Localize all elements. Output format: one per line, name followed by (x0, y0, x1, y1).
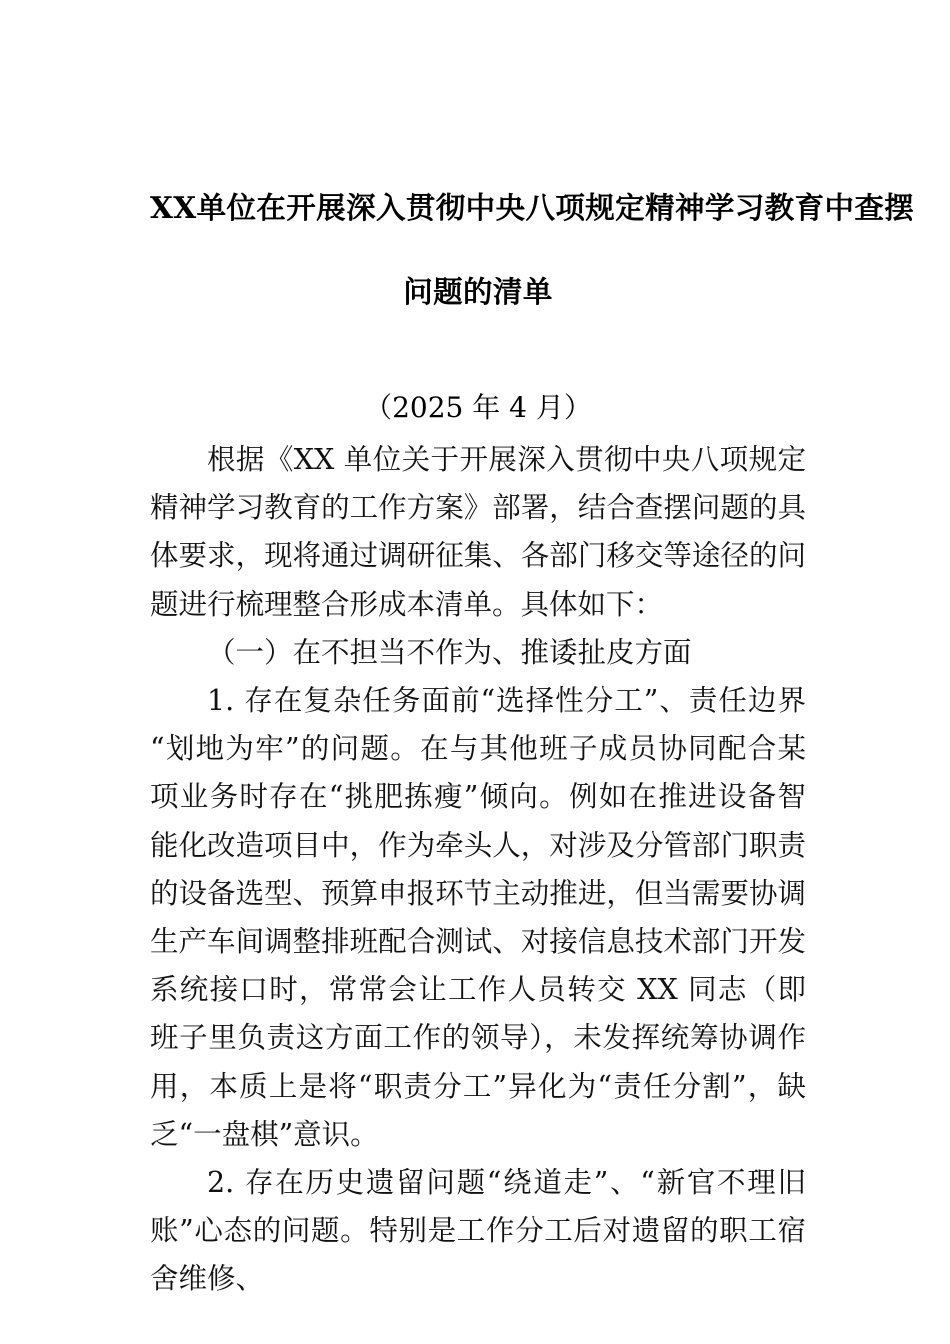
paragraph-section-1-heading: （一）在不担当不作为、推诿扯皮方面 (207, 635, 692, 669)
paragraph-item-2: 2. 存在历史遗留问题“绕道走”、“新官不理旧账”心态的问题。特别是工作分工后对遗留的职工宿舍维修、 (150, 1166, 806, 1296)
document-date: （2025 年 4 月） (364, 391, 592, 424)
document-title-line-2: 问题的清单 (403, 274, 553, 309)
paragraph-item-1: 1. 存在复杂任务面前“选择性分工”、责任边界“划地为牢”的问题。在与其他班子成员协同配合某项业务时存在“挑肥拣瘦”倾向。例如在推进设备智能化改造项目中，作为牵头人，对涉及分管部门职责的设备选型、预算申报环节主动推进，但当需要协调生产车间调整排班配合测试、对接信息技术部门开发系统接口时，常常会让工作人员转交 XX 同志（即班子里负责这方面工作的领导），未发挥统筹协调作用，本质上是将“职责分工”异化为“责任分割”，缺乏“一盘棋”意识。 (150, 684, 806, 1151)
paragraph-intro: 根据《XX 单位关于开展深入贯彻中央八项规定精神学习教育的工作方案》部署，结合查摆问题的具体要求，现将通过调研征集、各部门移交等途径的问题进行梳理整合形成本清单。具体如下： (150, 443, 806, 621)
document-title-line-1: XX单位在开展深入贯彻中央八项规定精神学习教育中查摆 (150, 190, 915, 225)
document-body (150, 436, 806, 1304)
